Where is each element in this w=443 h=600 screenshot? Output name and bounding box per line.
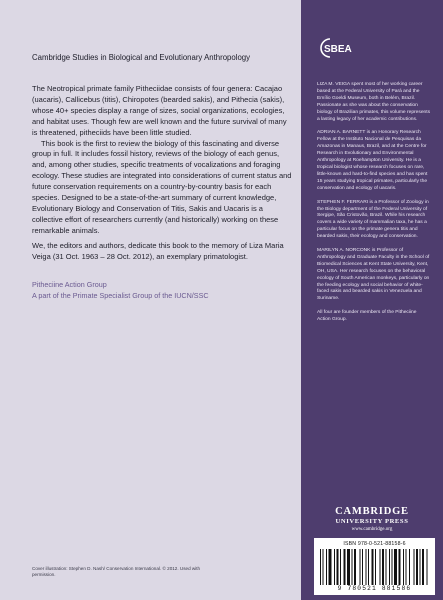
publisher-name: CAMBRIDGE — [335, 506, 409, 517]
barcode-stripe — [352, 549, 353, 585]
bio-ferrari: STEPHEN F. FERRARI is a Professor of Zoology in the Biology department of the Federal University of Sergipe, São Cristovão, Brazil. While his research covers a wide variety of mammalian taxa, he has a particular focus on the primate genera titis and bearded sakis, their ecology and conservation. — [317, 199, 429, 240]
barcode-stripe — [399, 549, 401, 585]
barcode-stripe — [414, 549, 415, 585]
barcode-stripe — [344, 549, 346, 585]
barcode-stripe — [326, 549, 327, 585]
barcode-stripe — [368, 549, 369, 585]
founders-note: All four are founder members of the Pitheciine Action Group. — [317, 310, 417, 323]
bio-barnett: ADRIAN A. BARNETT is an Honorary Research Fellow at the Instituto Nacional de Pesquisas da Amazonas in Manaus, Brazil, and at the Centre for Research in Evolutionary and Environmental Anthropology at Roehampton University. He is a tropical biologist whose research focuses on rare, little-known and hard-to-find species and has spent 15 years studying tropical primates, particularly the conservation and ecology of uacaris. — [317, 130, 428, 191]
author-sidebar — [301, 0, 443, 600]
barcode-stripe — [380, 549, 381, 585]
barcode-stripe — [334, 549, 335, 585]
series-title: Cambridge Studies in Biological and Evolutionary Anthropology — [32, 53, 251, 62]
bio-norconk: MARILYN A. NORCONK is Professor of Anthropology and Graduate Faculty in the School of Biomedical Sciences at Kent State University, Kent, OH, USA. Her research focuses on the behavioral ecology of South American monkeys, particularly on the feeding ecology and social behavior of white-faced sakis and bearded sakis in Venezuela and Suriname. — [317, 248, 430, 302]
barcode-stripe — [403, 549, 404, 585]
isbn-label: ISBN 978-0-521-88158-6 — [343, 541, 406, 547]
barcode-stripe — [340, 549, 341, 585]
barcode-stripe — [427, 549, 428, 585]
publisher-url: www.cambridge.org — [351, 527, 393, 532]
barcode-stripe — [392, 549, 393, 585]
barcode-stripe — [406, 549, 407, 585]
author-bios — [317, 82, 431, 331]
barcode-stripe — [389, 549, 390, 585]
barcode-stripe — [337, 549, 339, 585]
barcode-stripe — [366, 549, 367, 585]
barcode-stripe — [372, 549, 374, 585]
barcode-stripe — [329, 549, 332, 585]
barcode-stripe — [420, 549, 421, 585]
blurb-paragraph-2: This book is the first to review the biology of this fascinating and diverse group in full. It includes fossil history, reviews of the biology of each genus, and, among other studies, specific treatments of vocalizations and foraging ecology. These studies are integrated into considerations of current status and future conservation requirements on a country-by-country basis for each species. Designed to be a state-of-the-art summary of current knowledge, Evolutionary Biology and Conservation of Titis, Sakis and Uacaris is a collective effort of researchers currently (and historically) working on these remarkable animals. — [32, 138, 292, 235]
barcode-stripe — [320, 549, 321, 585]
action-group-note — [32, 280, 294, 301]
sbea-logo — [317, 36, 357, 60]
barcode-stripe — [354, 549, 356, 585]
barcode-stripe — [382, 549, 384, 585]
publisher-logo — [307, 506, 437, 533]
barcode-stripe — [360, 549, 361, 585]
action-group-description: A part of the Primate Specialist Group of the IUCN/SSC — [32, 290, 209, 300]
sbea-logo-text: SBEA — [324, 44, 352, 55]
barcode-image — [320, 549, 429, 585]
barcode-stripe — [347, 549, 350, 585]
dedication: We, the editors and authors, dedicate this book to the memory of Liza Maria Veiga (31 Oct. 1963 – 28 Oct. 2012), an exemplary primatologist. — [32, 241, 284, 261]
barcode-panel — [314, 538, 435, 595]
publisher-subname: UNIVERSITY PRESS — [335, 518, 409, 525]
barcode-stripe — [375, 549, 376, 585]
blurb-paragraph-1: The Neotropical primate family Pitheciidae consists of four genera: Cacajao (uacaris), Callicebus (titis), Chiropotes (bearded sakis), and Pithecia (sakis), whose 40+ species display a range of sizes, social organizations, ecologies, and habitat uses. Though few are well known and the future survival of many is threatened, pitheciids have been little studied. — [32, 84, 287, 137]
book-blurb — [32, 84, 294, 237]
cover-credit: Cover illustration: Stephen D. Nash/ Conservation International. © 2012. Used with permission. — [32, 566, 201, 578]
barcode-stripe — [362, 549, 363, 585]
barcode-stripe — [422, 549, 424, 585]
barcode-stripe — [416, 549, 418, 585]
isbn-digits: 9 780521 881586 — [337, 585, 412, 592]
bio-veiga: LIZA M. VEIGA spent most of her working career based at the Federal University of Pará and the Emílio Goeldi Museum, both in Belém, Brazil. Passionate as she was about the conservation biology of Brazilian primates, this volume represents a lasting legacy of her academic contributions. — [317, 82, 431, 122]
barcode-stripe — [386, 549, 387, 585]
barcode-stripe — [409, 549, 410, 585]
barcode-stripe — [394, 549, 397, 585]
action-group-name: Pitheciine Action Group — [32, 280, 107, 289]
barcode-stripe — [323, 549, 324, 585]
